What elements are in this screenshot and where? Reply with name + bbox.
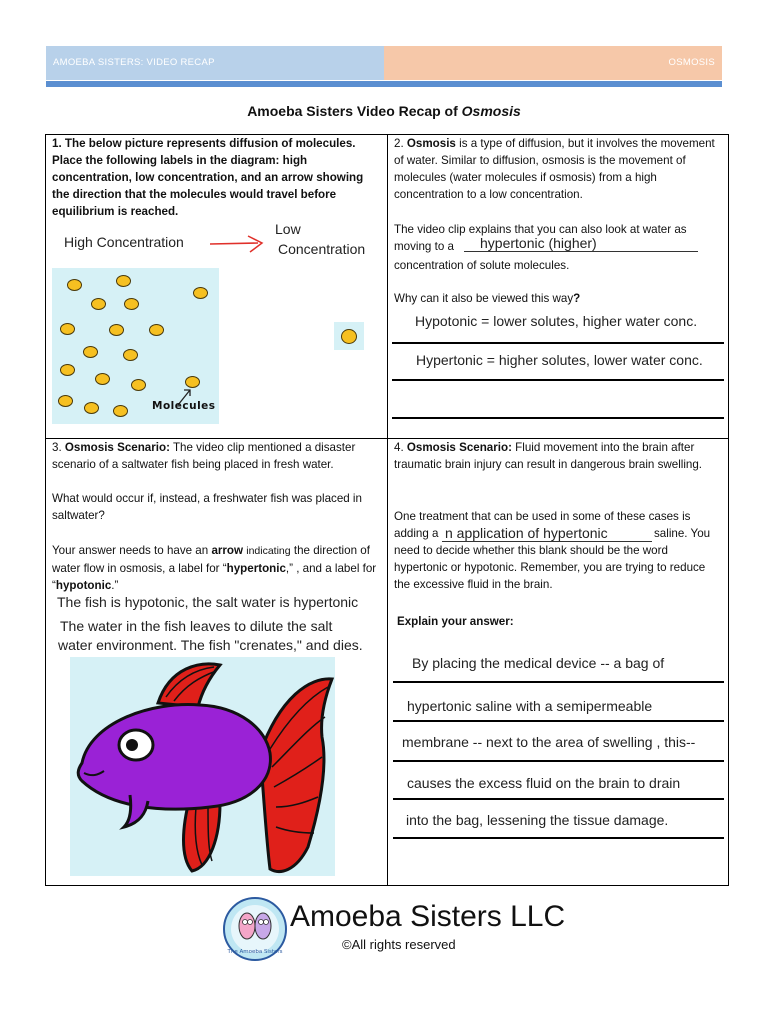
molecule bbox=[83, 346, 98, 358]
q4-rule-1 bbox=[393, 681, 724, 683]
red-arrow-icon bbox=[208, 233, 268, 255]
copyright-symbol: © bbox=[342, 937, 352, 952]
molecule bbox=[60, 364, 75, 376]
amoeba-sisters-badge-icon bbox=[222, 896, 288, 962]
q2-blank-line bbox=[464, 251, 698, 252]
q1-answer-high: High Concentration bbox=[64, 234, 184, 250]
molecule bbox=[113, 405, 128, 417]
q4-explain-label: Explain your answer: bbox=[397, 615, 514, 628]
molecule bbox=[58, 395, 73, 407]
molecule bbox=[149, 324, 164, 336]
q1-answer-low-2: Concentration bbox=[278, 241, 366, 257]
grid-vertical-divider bbox=[387, 134, 388, 886]
q2-question: Why can it also be viewed this way? bbox=[394, 292, 581, 305]
header-left-label: AMOEBA SISTERS: VIDEO RECAP bbox=[53, 57, 215, 68]
q2-answer-line-3 bbox=[392, 417, 724, 419]
title-topic: Osmosis bbox=[461, 103, 521, 119]
q3-answer-1: The fish is hypotonic, the salt water is hypertonic bbox=[57, 594, 359, 610]
molecule bbox=[109, 324, 124, 336]
q1-answer-low-1: Low bbox=[275, 221, 301, 237]
footer-rights bbox=[342, 937, 456, 952]
molecule bbox=[84, 402, 99, 414]
q4-prompt-3: need to decide whether this blank should be the word hypertonic or hypotonic. Remember, you are trying to reduce the excessive fluid in the brain. bbox=[394, 544, 706, 591]
molecule bbox=[131, 379, 146, 391]
q1-prompt: 1. The below picture represents diffusion of molecules. Place the following labels in the diagram: high concentration, low concentration, and an arrow showing the direction that the molecules would travel before equilibrium is reached. bbox=[52, 137, 364, 218]
header-right-label: OSMOSIS bbox=[668, 57, 715, 68]
q2-answer-line-1 bbox=[392, 342, 724, 344]
molecule bbox=[123, 349, 138, 361]
q4-prompt-3a: saline. You bbox=[654, 527, 711, 540]
molecules-label: Molecules bbox=[152, 400, 216, 412]
q3-instructions: Your answer needs to have an arrow indicating the direction of water flow in osmosis, a label for “hypertonic,” , and a label for “hypotonic.” bbox=[52, 544, 377, 592]
badge-text: The Amoeba Sisters bbox=[227, 949, 283, 955]
q4-prompt: 4. Osmosis Scenario: Fluid movement into the brain after traumatic brain injury can result in dangerous brain swelling. bbox=[394, 441, 703, 471]
q4-rule-3 bbox=[393, 760, 724, 762]
molecule bbox=[60, 323, 75, 335]
q4-answer-line-5: into the bag, lessening the tissue damage. bbox=[406, 812, 669, 828]
q4-prompt-2: One treatment that can be used in some of these cases is adding a bbox=[394, 510, 691, 540]
q4-answer-line-1: By placing the medical device -- a bag of bbox=[412, 655, 665, 671]
header-left-band bbox=[46, 46, 384, 80]
single-molecule-box bbox=[334, 322, 364, 350]
q4-rule-4 bbox=[393, 798, 724, 800]
molecule bbox=[116, 275, 131, 287]
q2-answer-2: Hypertonic = higher solutes, lower water conc. bbox=[416, 352, 703, 368]
molecule bbox=[91, 298, 106, 310]
q2-blank-answer: hypertonic (higher) bbox=[480, 235, 597, 251]
q2-prompt-3: concentration of solute molecules. bbox=[394, 259, 570, 272]
page-title bbox=[0, 103, 768, 119]
q3-answer-2: The water in the fish leaves to dilute the salt bbox=[60, 618, 333, 634]
molecule bbox=[193, 287, 208, 299]
q2-answer-1: Hypotonic = lower solutes, higher water conc. bbox=[415, 313, 698, 329]
footer-rights-text: All rights reserved bbox=[351, 937, 456, 952]
q3-question: What would occur if, instead, a freshwater fish was placed in saltwater? bbox=[52, 492, 362, 522]
q4-rule-5 bbox=[393, 837, 724, 839]
q2-prompt: 2. Osmosis is a type of diffusion, but it involves the movement of water. Similar to diffusion, osmosis is the movement of molecules (water molecules if osmosis) from a high concentration to a low concentration. bbox=[394, 137, 715, 201]
molecule bbox=[341, 329, 357, 344]
fish-illustration bbox=[70, 657, 335, 876]
fish-icon bbox=[70, 657, 335, 876]
header-right-band bbox=[384, 46, 722, 80]
q3-answer-3: water environment. The fish "crenates," and dies. bbox=[58, 637, 363, 653]
q3-prompt: 3. Osmosis Scenario: The video clip mentioned a disaster scenario of a saltwater fish being placed in fresh water. bbox=[52, 441, 356, 471]
q4-blank-answer: n application of hypertonic bbox=[445, 525, 608, 541]
footer-brand: Amoeba Sisters LLC bbox=[290, 900, 566, 933]
footer-logo bbox=[222, 896, 566, 962]
q4-answer-line-2: hypertonic saline with a semipermeable bbox=[407, 698, 653, 714]
q4-rule-2 bbox=[393, 720, 724, 722]
header-divider bbox=[46, 81, 722, 87]
q4-answer-line-4: causes the excess fluid on the brain to drain bbox=[407, 775, 681, 791]
molecule bbox=[95, 373, 110, 385]
molecule-diagram bbox=[52, 268, 219, 424]
title-main: Amoeba Sisters Video Recap of bbox=[247, 103, 462, 119]
q2-prompt-2: The video clip explains that you can also look at water as moving to a bbox=[394, 223, 687, 253]
molecule bbox=[124, 298, 139, 310]
q2-answer-line-2 bbox=[392, 379, 724, 381]
q4-answer-line-3: membrane -- next to the area of swelling , this-- bbox=[402, 734, 696, 750]
molecule bbox=[67, 279, 82, 291]
